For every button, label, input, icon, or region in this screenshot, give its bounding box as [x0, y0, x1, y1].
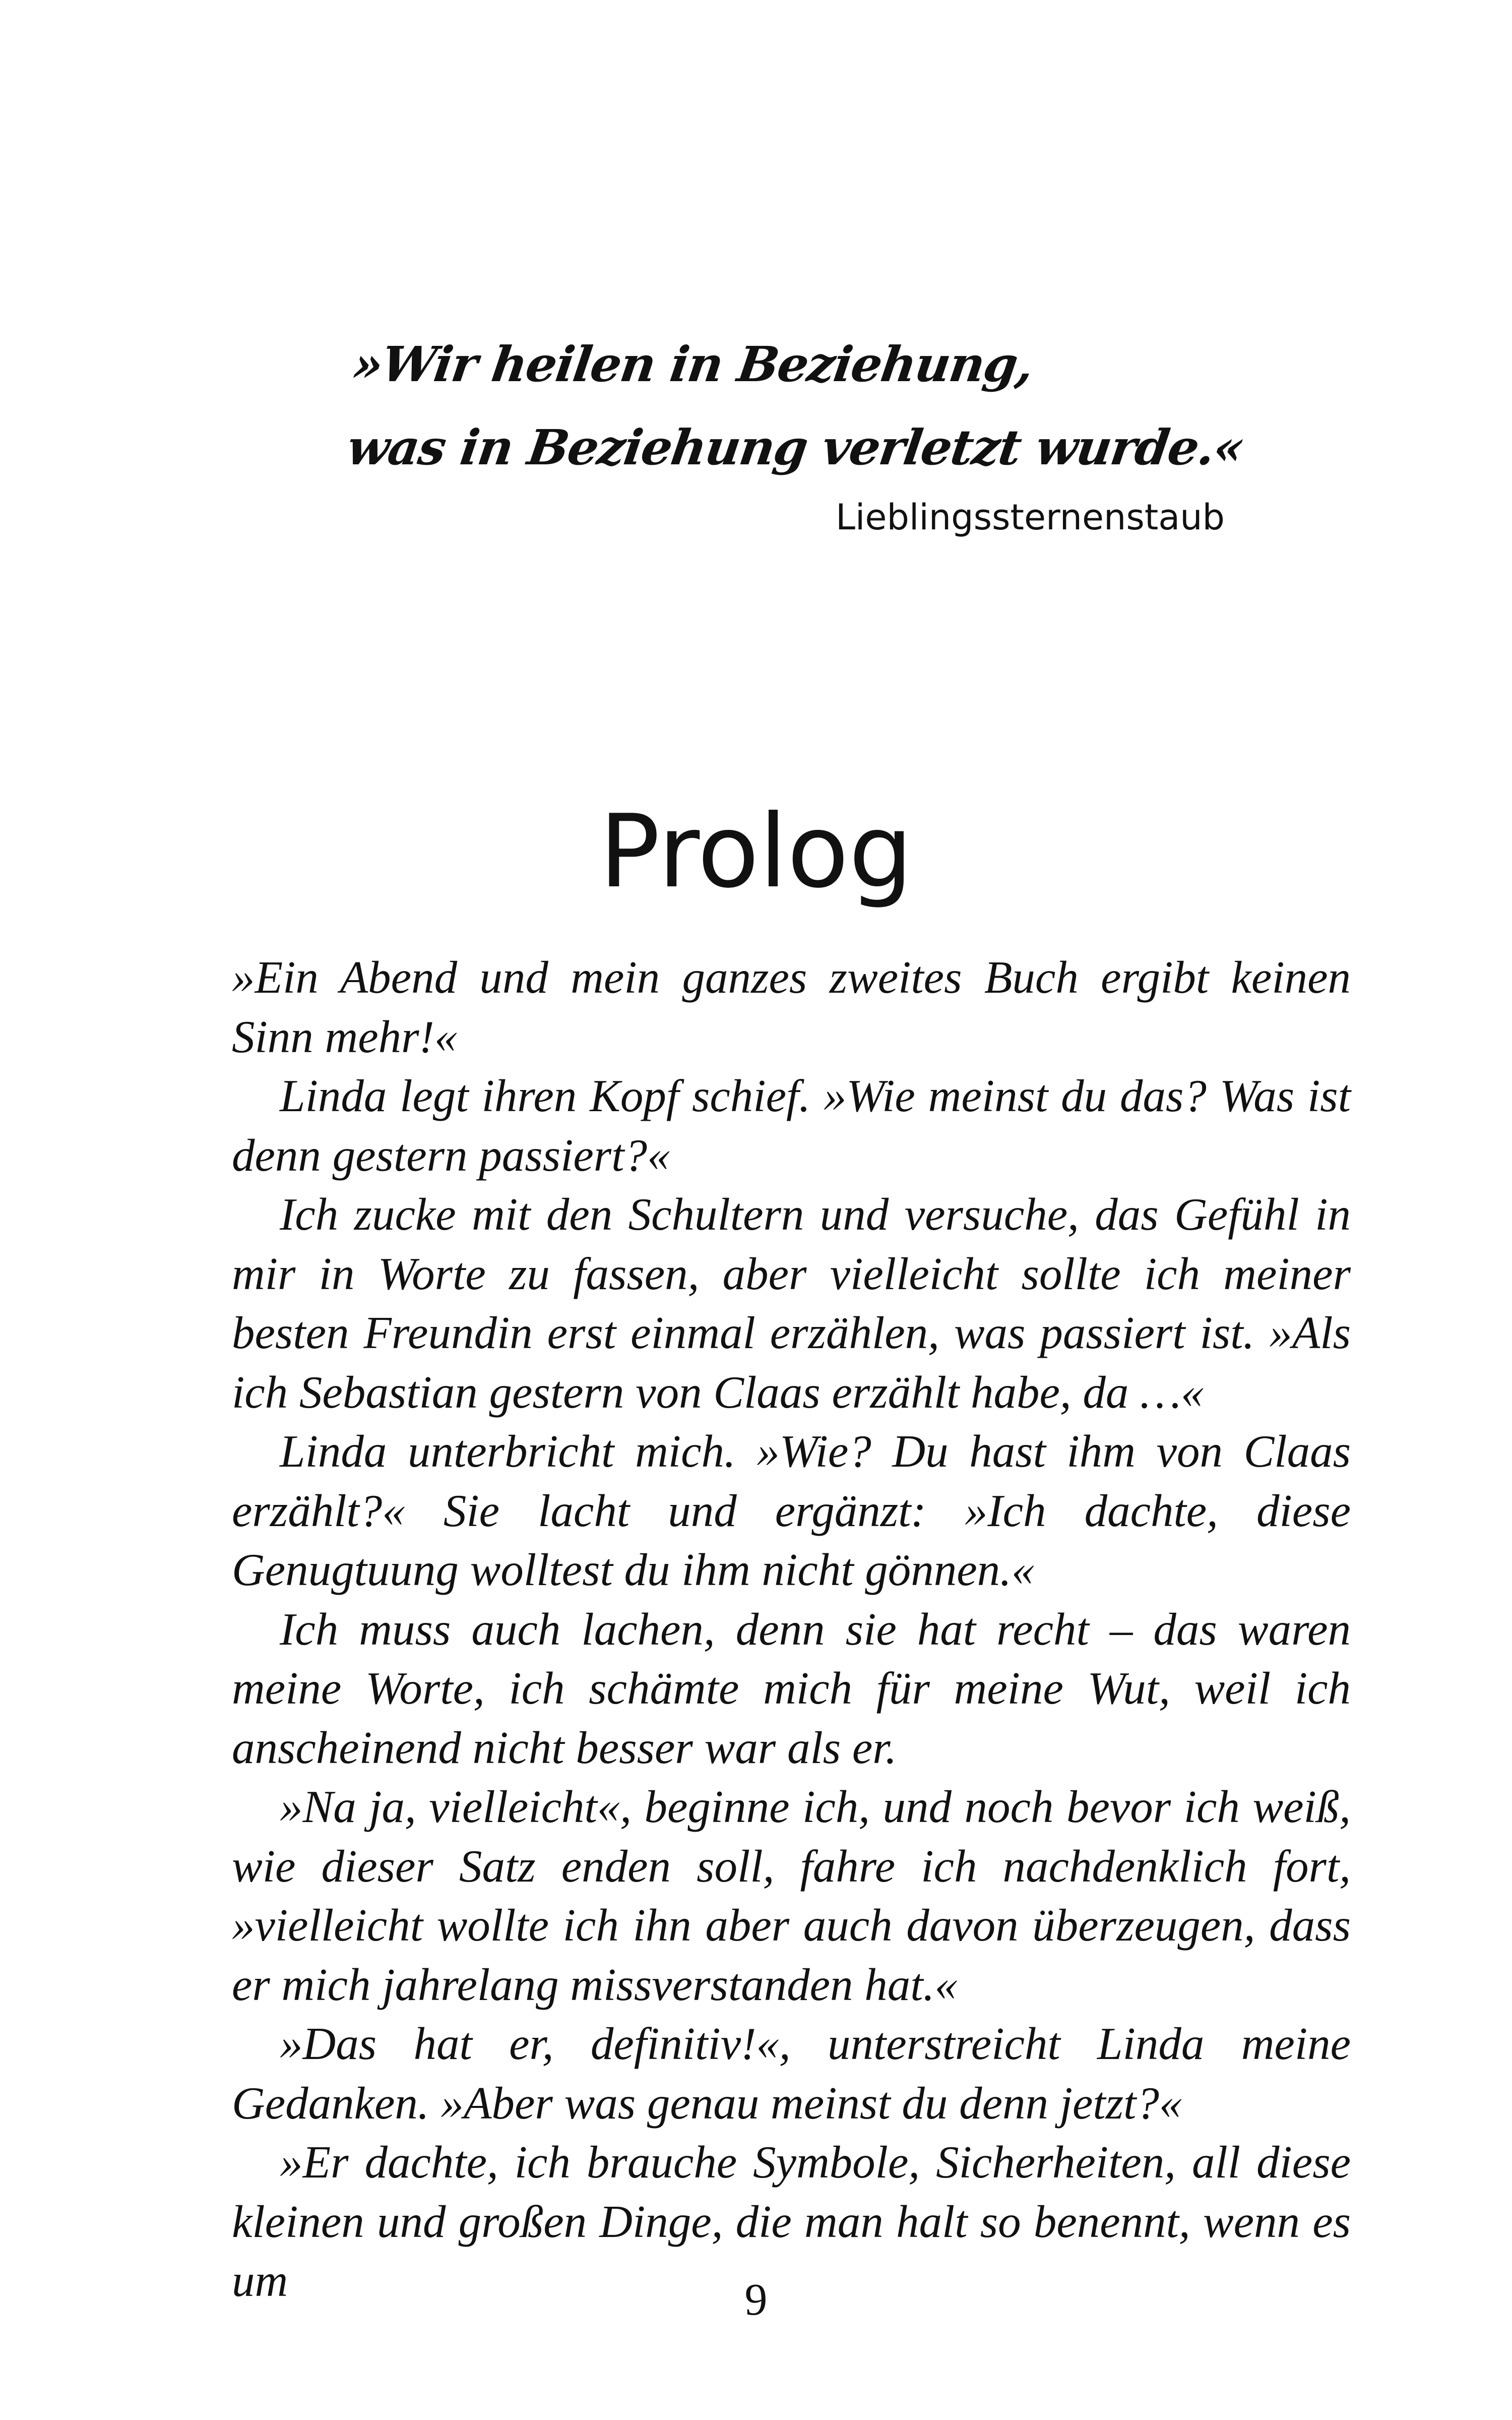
epigraph [344, 323, 1247, 489]
paragraph: »Na ja, vielleicht«, beginne ich, und noch bevor ich weiß, wie dieser Satz enden soll, fahre ich nachdenklich fort, »vielleicht wollte ich ihn aber auch davon überzeugen, dass er mich jahrelang missverstanden hat.« [232, 1781, 1351, 2010]
paragraph: »Ein Abend und mein ganzes zweites Buch ergibt keinen Sinn mehr!« [232, 952, 1351, 1062]
paragraph: »Er dachte, ich brauche Symbole, Sicherheiten, all diese kleinen und großen Dinge, die man halt so benennt, wenn es um [232, 2137, 1351, 2306]
page-number: 9 [744, 2275, 768, 2325]
paragraph: Ich zucke mit den Schultern und versuche, das Gefühl in mir in Worte zu fassen, aber vielleicht sollte ich meiner besten Freundin erst einmal erzählen, was passiert ist. »Als ich Sebastian gestern von Claas erzählt habe, da …« [232, 1189, 1351, 1418]
chapter-title: Prolog [599, 793, 913, 911]
body-text [232, 948, 1351, 2311]
epigraph-line-1: »Wir heilen in Beziehung, [349, 336, 1037, 393]
epigraph-source: Lieblingssternenstaub [835, 497, 1225, 538]
paragraph: »Das hat er, definitiv!«, unterstreicht Linda meine Gedanken. »Aber was genau meinst du denn jetzt?« [232, 2018, 1351, 2129]
epigraph-line-2: was in Beziehung verletzt wurde.« [344, 419, 1247, 476]
paragraph: Linda unterbricht mich. »Wie? Du hast ihm von Claas erzählt?« Sie lacht und ergänzt: »Ich dachte, diese Genugtuung wolltest du ihm nicht gönnen.« [232, 1426, 1351, 1595]
paragraph: Ich muss auch lachen, denn sie hat recht – das waren meine Worte, ich schämte mich für meine Wut, weil ich anscheinend nicht besser war als er. [232, 1603, 1351, 1773]
paragraph: Linda legt ihren Kopf schief. »Wie meinst du das? Was ist denn gestern passiert?« [232, 1070, 1351, 1181]
